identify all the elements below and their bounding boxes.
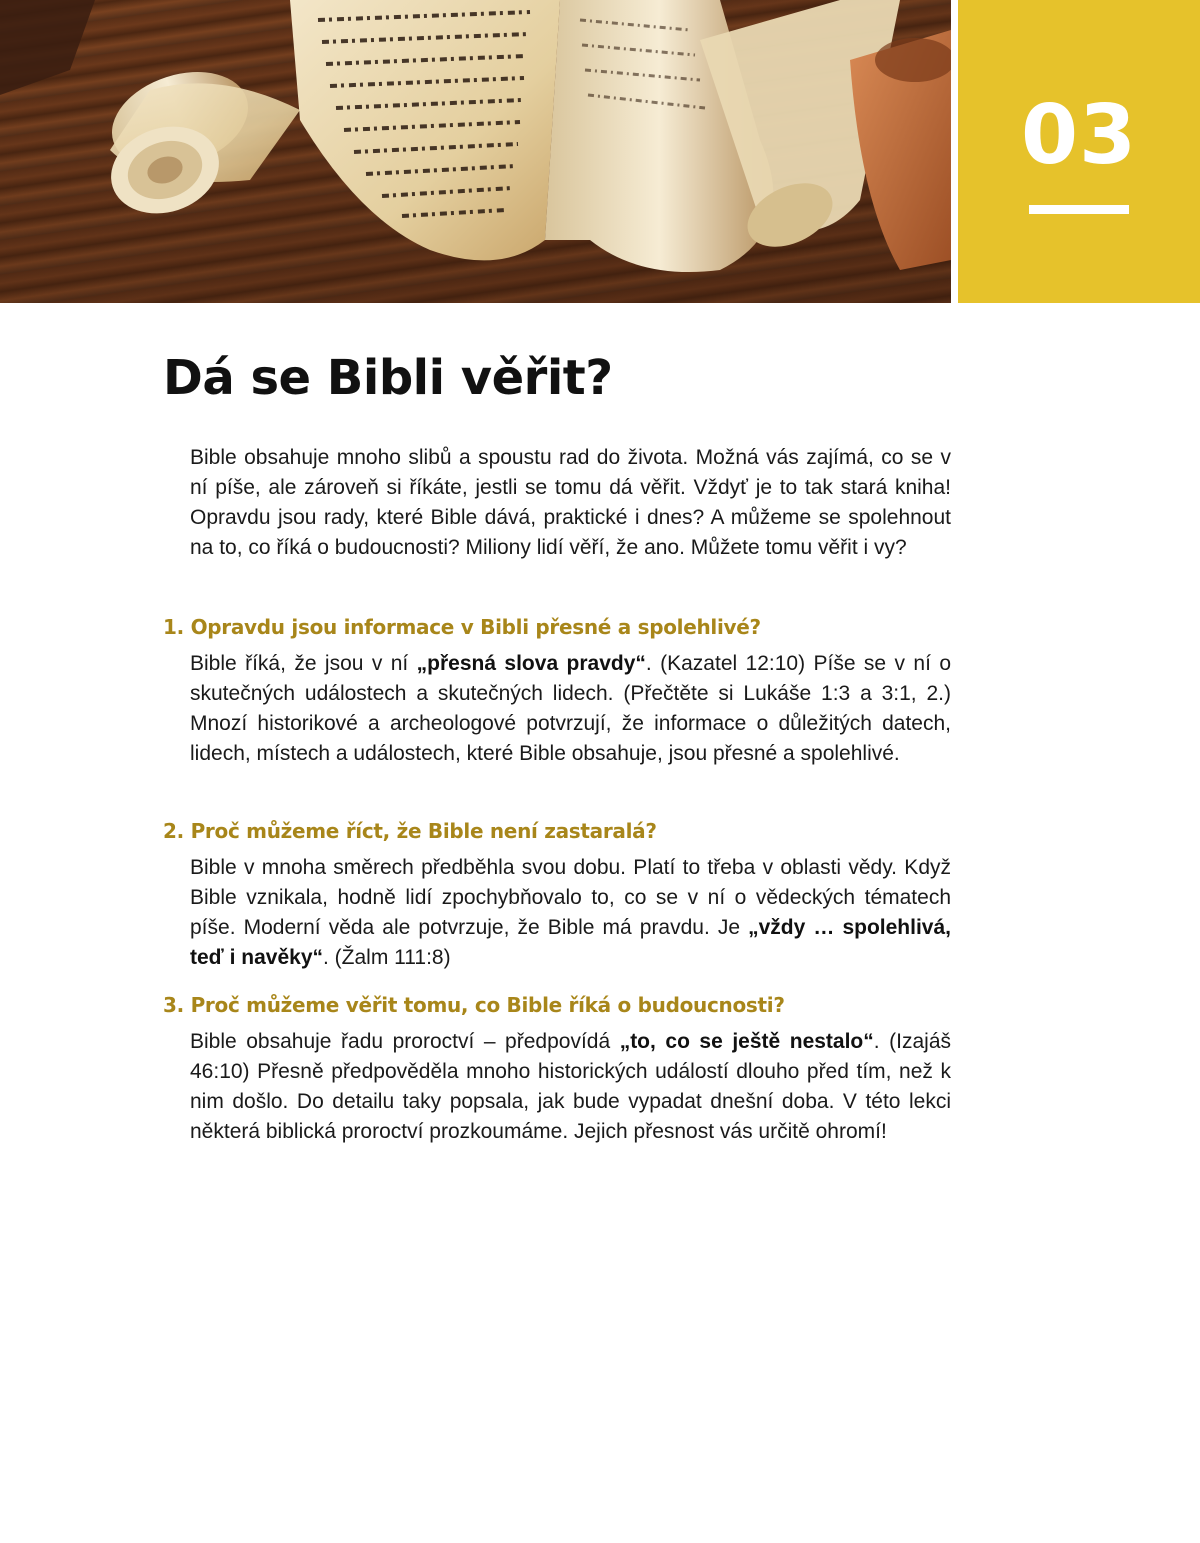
answer-3-text-a: Bible obsahuje řadu proroctví – předpovídá: [190, 1030, 620, 1053]
answer-2-quote: „vždy … spolehlivá, teď i navěky“: [190, 916, 951, 969]
answer-1: [190, 649, 951, 769]
answer-1-text-b: . (Kazatel 12:10) Píše se v ní o skutečných událostech a skutečných lidech. (Přečtěte si Lukáše 1:3 a 3:1, 2.) Mnozí historikové a archeologové potvrzují, že informace o důležitých datech, lidech, místech a událostech, které Bible obsahuje, jsou přesné a spolehlivé.: [190, 652, 951, 765]
intro-paragraph: Bible obsahuje mnoho slibů a spoustu rad do života. Možná vás zajímá, co se v ní píše, ale zároveň si říkáte, jestli se tomu dá věřit. Vždyť je to tak stará kniha! Opravdu jsou rady, které Bible dává, praktické i dnes? A můžeme se spolehnout na to, co říká o budoucnosti? Miliony lidí věří, že ano. Můžete tomu věřit i vy?: [190, 446, 951, 559]
answer-2-text-a: Bible v mnoha směrech předběhla svou dobu. Platí to třeba v oblasti vědy. Když Bible vznikala, hodně lidí zpochybňovalo to, co se v ní o vědeckých tématech píše. Moderní věda ale potvrzuje, že Bible má pravdu. Je: [190, 856, 951, 939]
lesson-badge: [958, 0, 1200, 303]
answer-2-text-b: . (Žalm 111:8): [323, 946, 451, 969]
answer-3-quote: „to, co se ještě nestalo“: [619, 1030, 874, 1053]
answer-2: [190, 853, 951, 973]
page-title: Dá se Bibli věřit?: [163, 350, 613, 406]
header-image: [0, 0, 951, 303]
scrolls-illustration: [0, 0, 951, 303]
question-3: 3. Proč můžeme věřit tomu, co Bible říká o budoucnosti?: [163, 993, 785, 1017]
lesson-number-underline: [1029, 205, 1129, 214]
lesson-number: 03: [1020, 88, 1138, 183]
answer-3: [190, 1027, 951, 1147]
answer-1-quote: „přesná slova pravdy“: [416, 652, 646, 675]
question-2: 2. Proč můžeme říct, že Bible není zastaralá?: [163, 819, 657, 843]
answer-1-text-a: Bible říká, že jsou v ní: [190, 652, 417, 675]
question-1: 1. Opravdu jsou informace v Bibli přesné a spolehlivé?: [163, 615, 761, 639]
answer-3-text-b: . (Izajáš 46:10) Přesně předpověděla mnoho historických událostí dlouho před tím, než k nim došlo. Do detailu taky popsala, jak bude vypadat dnešní doba. V této lekci některá biblická proroctví prozkoumáme. Jejich přesnost vás určitě ohromí!: [190, 1030, 951, 1143]
